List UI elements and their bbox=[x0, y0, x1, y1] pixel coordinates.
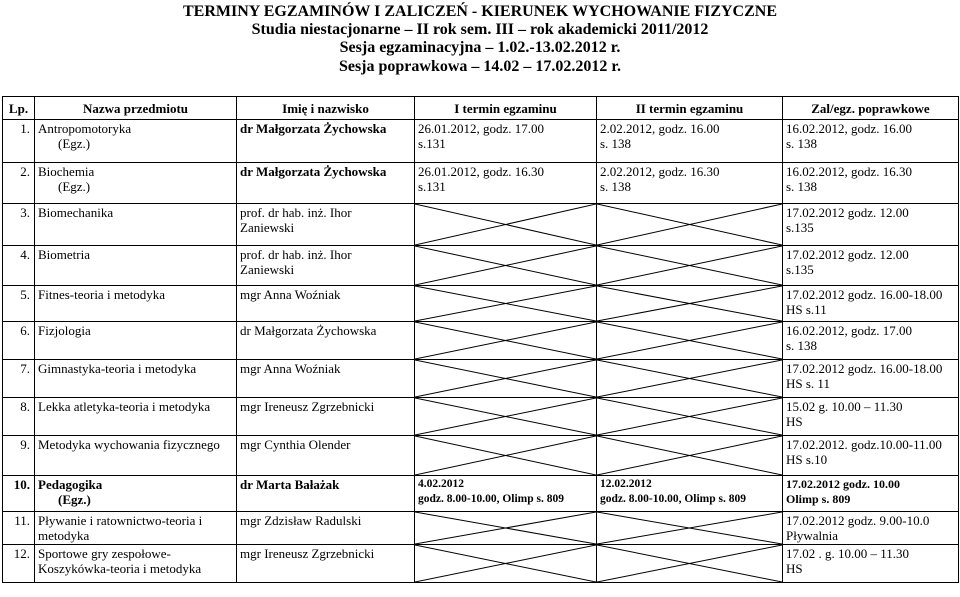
cross-mark bbox=[597, 204, 782, 245]
cross-mark bbox=[597, 322, 782, 359]
exam-schedule-table bbox=[2, 96, 959, 583]
table-row bbox=[3, 204, 959, 246]
table-header-row bbox=[3, 97, 959, 120]
title-line: TERMINY EGZAMINÓW I ZALICZEŃ - KIERUNEK WYCHOWANIE FIZYCZNE bbox=[182, 3, 777, 20]
retake-room: HS s.10 bbox=[786, 452, 828, 467]
row-number: 10. bbox=[3, 476, 35, 512]
lecturer-name: mgr Zdzisław Radulski bbox=[237, 512, 415, 545]
col-header-term2: II termin egzaminu bbox=[597, 97, 783, 120]
subtitle-line: Studia niestacjonarne – II rok sem. III – rok akademicki 2011/2012 bbox=[251, 21, 709, 38]
subject-type: (Egz.) bbox=[58, 136, 91, 151]
term2-date: 2.02.2012, godz. 16.00 bbox=[600, 121, 720, 136]
retake-room: s.135 bbox=[786, 220, 814, 235]
retake-date: 16.02.2012, godz. 17.00 bbox=[786, 323, 913, 338]
lecturer-name: mgr Anna Woźniak bbox=[237, 286, 415, 322]
lecturer-cell bbox=[237, 246, 415, 286]
table-row bbox=[3, 512, 959, 545]
lecturer-surname: Zaniewski bbox=[240, 262, 295, 277]
col-header-term1: I termin egzaminu bbox=[415, 97, 597, 120]
cross-mark bbox=[415, 512, 596, 544]
col-header-lp: Lp. bbox=[3, 97, 35, 120]
retake-cell bbox=[783, 545, 959, 583]
term1-empty-cell bbox=[415, 512, 597, 545]
cross-mark bbox=[597, 512, 782, 544]
retake-room: Olimp s. 809 bbox=[786, 492, 851, 506]
retake-date: 17.02.2012 godz. 16.00-18.00 bbox=[786, 361, 943, 376]
retake-date: 17.02.2012 godz. 9.00-10.0 bbox=[786, 513, 930, 528]
table-row bbox=[3, 246, 959, 286]
term1-empty-cell bbox=[415, 360, 597, 398]
subject-name: Gimnastyka-teoria i metodyka bbox=[35, 360, 237, 398]
term2-empty-cell bbox=[597, 322, 783, 360]
row-number: 7. bbox=[3, 360, 35, 398]
cross-mark bbox=[415, 545, 596, 582]
term1-room: s.131 bbox=[418, 136, 446, 151]
subject-name: Pedagogika bbox=[38, 477, 103, 492]
retake-date: 17.02 . g. 10.00 – 11.30 bbox=[786, 546, 910, 561]
subject-name: Biochemia bbox=[38, 164, 95, 179]
row-number: 1. bbox=[3, 120, 35, 163]
term1-date: 26.01.2012, godz. 16.30 bbox=[418, 164, 545, 179]
lecturer-name: dr Małgorzata Żychowska bbox=[237, 322, 415, 360]
subject-type: (Egz.) bbox=[58, 179, 91, 194]
table-row bbox=[3, 163, 959, 204]
cross-mark bbox=[597, 360, 782, 397]
retake-room: HS bbox=[786, 414, 803, 429]
lecturer-surname: Zaniewski bbox=[240, 220, 295, 235]
term2-empty-cell bbox=[597, 204, 783, 246]
row-number: 9. bbox=[3, 436, 35, 476]
lecturer-name: dr Małgorzata Żychowska bbox=[237, 120, 415, 163]
subject-type: (Egz.) bbox=[58, 492, 91, 507]
cross-mark bbox=[415, 322, 596, 359]
cross-mark bbox=[597, 398, 782, 435]
retake-cell bbox=[783, 360, 959, 398]
row-number: 12. bbox=[3, 545, 35, 583]
retake-room: HS s. 11 bbox=[786, 376, 830, 391]
table-row bbox=[3, 476, 959, 512]
term2-room: s. 138 bbox=[600, 179, 632, 194]
term1-date: 4.02.2012 bbox=[418, 478, 464, 490]
row-number: 5. bbox=[3, 286, 35, 322]
term2-date: 2.02.2012, godz. 16.30 bbox=[600, 164, 720, 179]
term1-empty-cell bbox=[415, 436, 597, 476]
retake-date: 17.02.2012 godz. 12.00 bbox=[786, 247, 909, 262]
subject-name: Antropomotoryka bbox=[38, 121, 132, 136]
retake-cell bbox=[783, 476, 959, 512]
retake-cell bbox=[783, 246, 959, 286]
retake-session-line: Sesja poprawkowa – 14.02 – 17.02.2012 r. bbox=[338, 58, 622, 75]
retake-room: Pływalnia bbox=[786, 528, 838, 543]
subject-name: Pływanie i ratownictwo-teoria i bbox=[38, 513, 203, 528]
lecturer-name: mgr Ireneusz Zgrzebnicki bbox=[237, 398, 415, 436]
cross-mark bbox=[597, 545, 782, 582]
table-row bbox=[3, 398, 959, 436]
retake-cell bbox=[783, 398, 959, 436]
lecturer-cell bbox=[237, 204, 415, 246]
retake-date: 17.02.2012 godz. 12.00 bbox=[786, 205, 909, 220]
retake-cell bbox=[783, 512, 959, 545]
term2-cell bbox=[597, 120, 783, 163]
subject-name: Biometria bbox=[35, 246, 237, 286]
term1-room: s.131 bbox=[418, 179, 446, 194]
subject-cell bbox=[35, 120, 237, 163]
subject-name: Metodyka wychowania fizycznego bbox=[35, 436, 237, 476]
subject-name: Lekka atletyka-teoria i metodyka bbox=[35, 398, 237, 436]
lecturer-name: mgr Anna Woźniak bbox=[237, 360, 415, 398]
term2-room: godz. 8.00-10.00, Olimp s. 809 bbox=[600, 493, 746, 505]
retake-cell bbox=[783, 204, 959, 246]
table-row bbox=[3, 360, 959, 398]
cross-mark bbox=[415, 246, 596, 285]
term2-empty-cell bbox=[597, 360, 783, 398]
cross-mark bbox=[597, 286, 782, 321]
retake-date: 17.02.2012. godz.10.00-11.00 bbox=[786, 437, 942, 452]
term2-date: 12.02.2012 bbox=[600, 478, 652, 490]
table-row bbox=[3, 436, 959, 476]
cross-mark bbox=[415, 398, 596, 435]
cross-mark bbox=[597, 246, 782, 285]
lecturer-name: dr Małgorzata Żychowska bbox=[237, 163, 415, 204]
cross-mark bbox=[415, 360, 596, 397]
retake-date: 17.02.2012 godz. 16.00-18.00 bbox=[786, 287, 943, 302]
exam-session-line: Sesja egzaminacyjna – 1.02.-13.02.2012 r. bbox=[339, 39, 621, 56]
table-row bbox=[3, 545, 959, 583]
row-number: 3. bbox=[3, 204, 35, 246]
term1-empty-cell bbox=[415, 286, 597, 322]
table-row bbox=[3, 120, 959, 163]
term1-empty-cell bbox=[415, 545, 597, 583]
retake-cell bbox=[783, 286, 959, 322]
subject-cell bbox=[35, 476, 237, 512]
subject-name: Fitnes-teoria i metodyka bbox=[35, 286, 237, 322]
subject-cell bbox=[35, 163, 237, 204]
term2-cell bbox=[597, 163, 783, 204]
lecturer-name: prof. dr hab. inż. Ihor bbox=[240, 205, 352, 220]
retake-date: 17.02.2012 godz. 10.00 bbox=[786, 477, 900, 491]
retake-cell bbox=[783, 120, 959, 163]
term1-cell bbox=[415, 476, 597, 512]
retake-date: 15.02 g. 10.00 – 11.30 bbox=[786, 399, 903, 414]
retake-room: s. 138 bbox=[786, 179, 818, 194]
term2-room: s. 138 bbox=[600, 136, 632, 151]
col-header-name: Imię i nazwisko bbox=[237, 97, 415, 120]
term1-cell bbox=[415, 163, 597, 204]
subject-cell bbox=[35, 545, 237, 583]
term2-empty-cell bbox=[597, 436, 783, 476]
term1-empty-cell bbox=[415, 398, 597, 436]
term2-cell bbox=[597, 476, 783, 512]
retake-room: s. 138 bbox=[786, 136, 818, 151]
term1-empty-cell bbox=[415, 322, 597, 360]
row-number: 4. bbox=[3, 246, 35, 286]
col-header-subject: Nazwa przedmiotu bbox=[35, 97, 237, 120]
term1-cell bbox=[415, 120, 597, 163]
lecturer-name: prof. dr hab. inż. Ihor bbox=[240, 247, 352, 262]
term2-empty-cell bbox=[597, 398, 783, 436]
subject-cell bbox=[35, 512, 237, 545]
term1-room: godz. 8.00-10.00, Olimp s. 809 bbox=[418, 493, 564, 505]
row-number: 2. bbox=[3, 163, 35, 204]
term2-empty-cell bbox=[597, 286, 783, 322]
term1-empty-cell bbox=[415, 204, 597, 246]
term1-date: 26.01.2012, godz. 17.00 bbox=[418, 121, 545, 136]
term2-empty-cell bbox=[597, 545, 783, 583]
cross-mark bbox=[415, 204, 596, 245]
row-number: 8. bbox=[3, 398, 35, 436]
retake-room: HS bbox=[786, 561, 803, 576]
retake-room: s. 138 bbox=[786, 338, 818, 353]
retake-room: HS s.11 bbox=[786, 302, 827, 317]
cross-mark bbox=[415, 436, 596, 475]
retake-cell bbox=[783, 322, 959, 360]
lecturer-name: mgr Cynthia Olender bbox=[237, 436, 415, 476]
lecturer-name: mgr Ireneusz Zgrzebnicki bbox=[237, 545, 415, 583]
table-row bbox=[3, 322, 959, 360]
cross-mark bbox=[415, 286, 596, 321]
retake-date: 16.02.2012, godz. 16.30 bbox=[786, 164, 913, 179]
retake-room: s.135 bbox=[786, 262, 814, 277]
subject-name: Biomechanika bbox=[35, 204, 237, 246]
subject-name: Fizjologia bbox=[35, 322, 237, 360]
row-number: 6. bbox=[3, 322, 35, 360]
retake-cell bbox=[783, 163, 959, 204]
table-row bbox=[3, 286, 959, 322]
lecturer-name: dr Marta Bałażak bbox=[237, 476, 415, 512]
term2-empty-cell bbox=[597, 512, 783, 545]
col-header-retake: Zal/egz. poprawkowe bbox=[783, 97, 959, 120]
cross-mark bbox=[597, 436, 782, 475]
subject-name-cont: metodyka bbox=[38, 528, 90, 543]
subject-name-cont: Koszykówka-teoria i metodyka bbox=[38, 561, 202, 576]
term2-empty-cell bbox=[597, 246, 783, 286]
subject-name: Sportowe gry zespołowe- bbox=[38, 546, 171, 561]
retake-cell bbox=[783, 436, 959, 476]
retake-date: 16.02.2012, godz. 16.00 bbox=[786, 121, 913, 136]
term1-empty-cell bbox=[415, 246, 597, 286]
row-number: 11. bbox=[3, 512, 35, 545]
